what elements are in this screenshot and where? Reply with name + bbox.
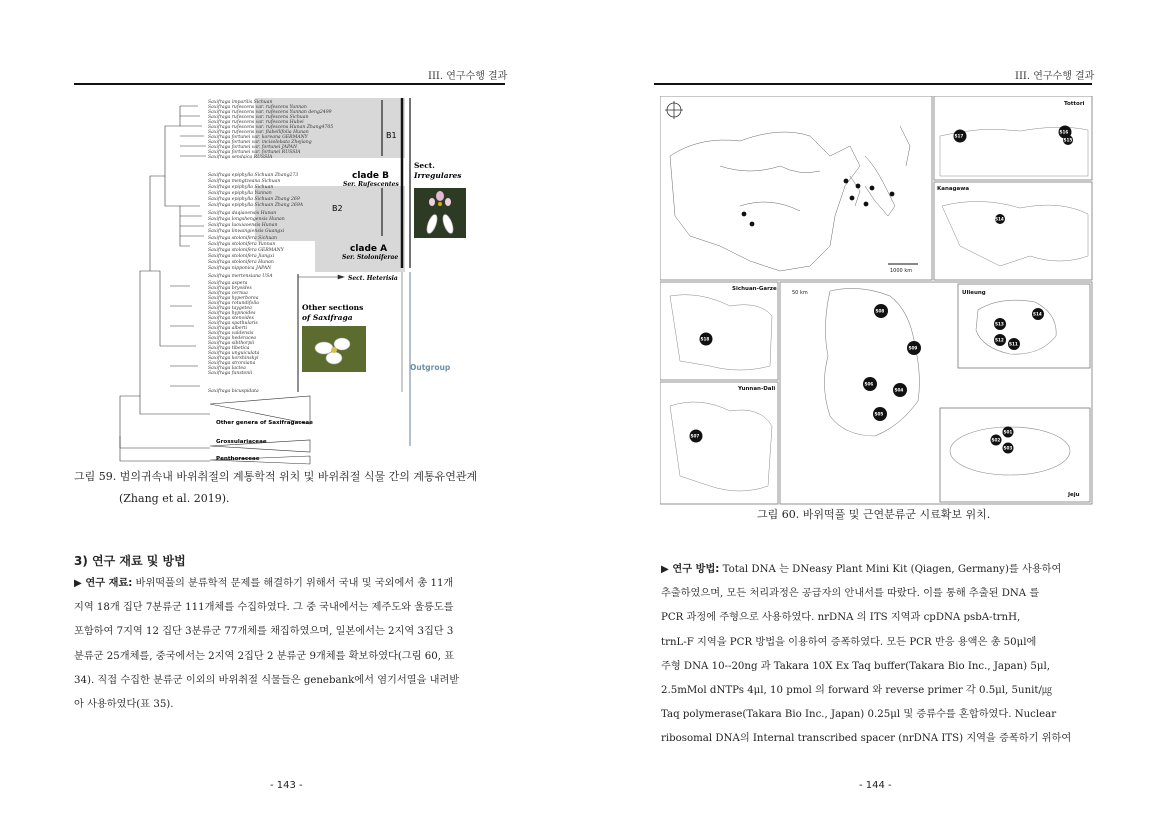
site-s04: S04	[894, 387, 904, 393]
sect-irregulares-1: Sect.	[414, 161, 435, 170]
clade-b-series: Ser. Rufescentes	[343, 181, 399, 188]
yunnan-label: Yunnan-Dali	[738, 386, 776, 392]
figure-59-caption: 그림 59. 범의귀속내 바위취절의 계통학적 위치 및 바위취절 식물 간의 계통유연관계 (Zhang et al. 2019).	[74, 470, 478, 505]
clade-b-label: clade B	[352, 171, 390, 181]
svg-text:Saxifraga rufescens var. rufes: Saxifraga rufescens var. rufescens Hubei	[208, 120, 304, 125]
jeju-label: Jeju	[1068, 492, 1080, 498]
svg-text:Saxifraga epiphylla Sichuan Zh: Saxifraga epiphylla Sichuan Zhang 269	[208, 197, 300, 202]
svg-text:Saxifraga epiphylla Sichuan Zh: Saxifraga epiphylla Sichuan Zhang273	[208, 173, 299, 178]
page-number: - 144 -	[859, 780, 892, 791]
site-s17: S17	[954, 133, 964, 139]
asia-panel	[660, 96, 932, 280]
penthoraceae-label: Penthoraceae	[216, 456, 260, 462]
svg-text:Saxifraga fortunei var. fortun: Saxifraga fortunei var. fortunei JAPAN	[208, 145, 297, 150]
phylogenetic-tree	[110, 96, 470, 466]
sect-heterisia: Sect. Heterisia	[348, 275, 398, 282]
site-s12: S12	[995, 337, 1004, 343]
header-rule	[654, 83, 1092, 85]
svg-text:Saxifraga daqiaoensis Hunan: Saxifraga daqiaoensis Hunan	[208, 211, 277, 216]
clade-a-label: clade A	[350, 244, 388, 254]
figure-60-caption: 그림 60. 바위떡풀 및 근연분류군 시료확보 위치.	[757, 508, 991, 521]
korea-scale: 50 km	[792, 290, 808, 296]
svg-text:Saxifraga spathularis: Saxifraga spathularis	[208, 321, 258, 326]
site-s11: S11	[1009, 341, 1018, 347]
site-s18: S18	[700, 336, 710, 342]
figure-59	[110, 96, 470, 466]
other-genera-label: Other genera of Saxifragaceae	[216, 420, 313, 426]
site-s14-ulleung: S14	[1033, 311, 1042, 317]
svg-text:Saxifraga luoxiaoensis Hunan: Saxifraga luoxiaoensis Hunan	[208, 223, 278, 228]
svg-text:Saxifraga bryoides: Saxifraga bryoides	[208, 286, 252, 291]
svg-text:Saxifraga rufescens var. rufes: Saxifraga rufescens var. rufescens Yunnan	[208, 105, 307, 110]
svg-text:Saxifraga nipponica JAPAN: Saxifraga nipponica JAPAN	[208, 266, 272, 271]
other-sections-2: of Saxifraga	[302, 313, 353, 322]
page-144	[587, 0, 1173, 830]
ulleung-label: Ulleung	[962, 290, 986, 296]
sampling-map	[660, 96, 1094, 506]
svg-text:Saxifraga mertensiana USA: Saxifraga mertensiana USA	[208, 274, 273, 279]
svg-text:Saxifraga strorsiana: Saxifraga strorsiana	[208, 361, 256, 366]
svg-text:Saxifraga hyperborea: Saxifraga hyperborea	[208, 296, 259, 301]
site-s02: S02	[991, 437, 1001, 443]
page-143	[0, 0, 586, 830]
running-head: III. 연구수행 결과	[428, 71, 508, 82]
svg-text:Saxifraga longshengensis Hunan: Saxifraga longshengensis Hunan	[208, 217, 285, 222]
svg-text:Saxifraga bicuspidata: Saxifraga bicuspidata	[208, 389, 259, 394]
grossulariaceae-label: Grossulariaceae	[216, 439, 267, 445]
svg-text:Saxifraga hypnoides: Saxifraga hypnoides	[208, 311, 256, 316]
flower-photo-irregulares	[414, 188, 466, 238]
site-s15: S15	[1063, 137, 1073, 143]
svg-text:Saxifraga sibthorpii: Saxifraga sibthorpii	[208, 341, 255, 346]
svg-text:Saxifraga lactea: Saxifraga lactea	[208, 366, 246, 371]
site-s16: S16	[1059, 129, 1069, 135]
svg-text:Saxifraga rufescens var. rufes: Saxifraga rufescens var. rufescens Sichuan	[208, 115, 309, 120]
svg-text:Saxifraga stolonifera GERMANY: Saxifraga stolonifera GERMANY	[208, 248, 284, 253]
clade-a-series: Ser. Stoloniferae	[342, 254, 399, 261]
flower-photo-other	[302, 326, 366, 372]
svg-text:Saxifraga stenoides: Saxifraga stenoides	[208, 316, 254, 321]
svg-text:Saxifraga fortunei var. fortun: Saxifraga fortunei var. fortunei RUSSIA	[208, 150, 301, 155]
section-title: 3) 연구 재료 및 방법	[74, 554, 186, 568]
svg-text:Saxifraga stolonifera Yunnan: Saxifraga stolonifera Yunnan	[208, 242, 276, 247]
svg-text:Saxifraga valdensis: Saxifraga valdensis	[208, 331, 254, 336]
svg-text:Saxifraga mengtzeana Sichuan: Saxifraga mengtzeana Sichuan	[208, 179, 281, 184]
site-s01: S01	[1003, 429, 1013, 435]
site-s14-kanagawa: S14	[995, 216, 1004, 222]
svg-text:Saxifraga sendaica RUSSIA: Saxifraga sendaica RUSSIA	[208, 155, 273, 160]
methods-lead: ▶ 연구 방법:	[661, 564, 720, 575]
tottori-label: Tottori	[1064, 101, 1085, 107]
header-rule	[74, 83, 505, 85]
site-s08: S08	[875, 308, 885, 314]
site-s05: S05	[874, 411, 884, 417]
svg-text:Saxifraga imparilis Sichuan: Saxifraga imparilis Sichuan	[208, 100, 273, 105]
svg-text:Saxifraga funstonii: Saxifraga funstonii	[208, 371, 253, 376]
outgroup-label: Outgroup	[410, 363, 451, 372]
svg-text:Saxifraga rufescens var. rufes: Saxifraga rufescens var. rufescens Hunan Zhang4705	[208, 125, 334, 130]
svg-text:Saxifraga epiphylla Sichuan: Saxifraga epiphylla Sichuan	[208, 185, 274, 190]
kanagawa-label: Kanagawa	[937, 186, 970, 192]
svg-text:Saxifraga hederacea: Saxifraga hederacea	[208, 336, 257, 341]
site-s03: S03	[1003, 445, 1013, 451]
svg-text:Saxifraga stolonifera Sichuan: Saxifraga stolonifera Sichuan	[208, 236, 277, 241]
svg-text:Saxifraga fortunei var. korean: Saxifraga fortunei var. koreana GERMANY	[208, 135, 308, 140]
page-number: - 143 -	[270, 780, 303, 791]
materials-paragraph: ▶ 연구 재료: 바위떡풀의 분류학적 문제를 해결하기 위해서 국내 및 국외에서 총 11개 지역 18개 집단 7분류군 111개체를 수집하였다. 그 중 국내에서는 제주도와 울릉도를 포함하여 7지역 12 집단 3분류군 77개체를 채집하였으며, 일본에서는 2지역 3집단 3 분류군 25개체를, 중국에서는 2지역 2집단 2 분류군 9개체를 확보하였다(그림 60, 표 34). 직접 수집한 분류군 이외의 바위취절 식물들은 genebank에서 염기서열을 내려받 아 사용하였다(표 35).	[74, 578, 460, 711]
svg-text:Saxifraga rufescens var. flabe: Saxifraga rufescens var. flabellifolia Hunan	[208, 130, 309, 135]
site-s07: S07	[690, 433, 700, 439]
svg-text:Saxifraga aspera: Saxifraga aspera	[208, 281, 248, 286]
b2-label: B2	[332, 204, 343, 213]
svg-text:Saxifraga rufescens var. rufes: Saxifraga rufescens var. rufescens Yunnan deng2499	[208, 110, 332, 115]
methods-paragraph: ▶ 연구 방법: Total DNA 는 DNeasy Plant Mini Kit (Qiagen, Germany)를 사용하여 추출하였으며, 모든 처리과정은 공급자의 안내서를 따랐다. 이를 통해 추출된 DNA 를 PCR 과정에 주형으로 사용하였다. nrDNA 의 ITS 지역과 cpDNA psbA-trnH, trnL-F 지역을 PCR 방법을 이용하여 증폭하였다. 모든 PCR 반응 용액은 총 50μl에 주형 DNA 10--20ng 과 Takara 10X Ex Taq buffer(Takara Bio Inc., Japan) 5μl, 2.5mMol dNTPs 4μl, 10 pmol 의 forward 와 reverse primer 각 0.5μl, 5unit/㎍ Taq polymerase(Takara Bio Inc., Japan) 0.25μl 및 증류수를 혼합하였다. Nuclear ribosomal DNA의 Internal transcribed spacer (nrDNA ITS) 지역을 증폭하기 위하여	[661, 564, 1072, 745]
svg-text:Saxifraga stolonifera Hunan: Saxifraga stolonifera Hunan	[208, 260, 274, 265]
site-s13: S13	[995, 321, 1004, 327]
svg-text:Saxifraga stolonifera Jiangxi: Saxifraga stolonifera Jiangxi	[208, 254, 275, 259]
svg-text:Saxifraga korshinskyi: Saxifraga korshinskyi	[208, 356, 259, 361]
svg-text:Saxifraga unguiculata: Saxifraga unguiculata	[208, 351, 260, 356]
figure-60	[660, 96, 1094, 506]
svg-text:Saxifraga epiphylla Sichuan Zh: Saxifraga epiphylla Sichuan Zhang 269A	[208, 203, 304, 208]
svg-text:Saxifraga cernua: Saxifraga cernua	[208, 291, 248, 296]
site-s06: S06	[864, 381, 874, 387]
svg-text:Saxifraga alberti: Saxifraga alberti	[208, 326, 248, 331]
svg-text:Saxifraga tibetica: Saxifraga tibetica	[208, 346, 250, 351]
site-s09: S09	[908, 345, 918, 351]
other-sections-1: Other sections	[302, 303, 364, 312]
running-head: III. 연구수행 결과	[1015, 71, 1095, 82]
materials-lead: ▶ 연구 재료:	[74, 578, 133, 589]
sect-irregulares-2: Irregulares	[414, 171, 462, 180]
b1-label: B1	[386, 131, 397, 140]
sichuan-label: Sichuan-Garze	[732, 286, 777, 292]
svg-text:Saxifraga fortunei var. inciso: Saxifraga fortunei var. incisolobata Zhejiang	[208, 140, 312, 145]
svg-text:Saxifraga rotundifolia: Saxifraga rotundifolia	[208, 301, 259, 306]
svg-text:Saxifraga linwangiensis Guangx: Saxifraga linwangiensis Guangxi	[208, 229, 285, 234]
svg-text:Saxifraga epiphylla Yunnan: Saxifraga epiphylla Yunnan	[208, 191, 272, 196]
svg-text:Saxifraga taygetea: Saxifraga taygetea	[208, 306, 252, 311]
asia-scale: 1000 km	[890, 268, 913, 274]
